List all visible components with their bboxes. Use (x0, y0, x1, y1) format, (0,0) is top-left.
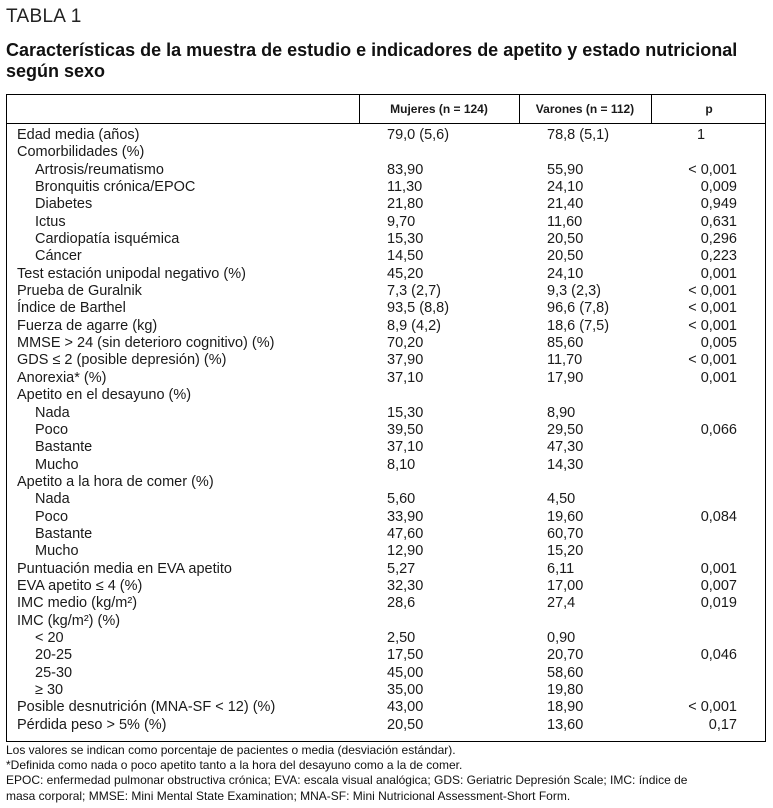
cell-p: 0,007 (700, 577, 737, 594)
cell-women: 8,10 (387, 456, 416, 473)
table-row (7, 266, 765, 283)
row-label: IMC (kg/m²) (%) (17, 612, 121, 629)
cell-men: 21,40 (547, 196, 584, 213)
table-row (7, 196, 765, 213)
cell-men: 4,50 (547, 491, 576, 508)
cell-men: 9,3 (2,3) (547, 283, 601, 300)
table-row (7, 665, 765, 682)
cell-women: 14,50 (387, 248, 424, 265)
cell-women: 12,90 (387, 543, 424, 560)
cell-p: 0,066 (700, 421, 737, 438)
cell-p: < 0,001 (688, 699, 737, 716)
footnote-line: Los valores se indican como porcentaje de pacientes o media (desviación estándar). (6, 743, 456, 757)
cell-men: 85,60 (547, 335, 584, 352)
cell-men: 24,10 (547, 179, 584, 196)
cell-p: 0,223 (700, 248, 737, 265)
cell-men: 11,70 (547, 352, 583, 369)
table-row (7, 526, 765, 543)
cell-men: 29,50 (547, 421, 584, 438)
header-rule (7, 123, 765, 124)
cell-men: 6,11 (547, 560, 575, 577)
header-p: p (705, 102, 713, 116)
data-table (6, 94, 766, 742)
row-label: Índice de Barthel (17, 300, 126, 317)
cell-men: 19,60 (547, 508, 584, 525)
table-row (7, 647, 765, 664)
cell-women: 39,50 (387, 421, 424, 438)
row-label: Bronquitis crónica/EPOC (35, 179, 196, 196)
row-label: Prueba de Guralnik (17, 283, 142, 300)
row-label: Nada (35, 491, 70, 508)
cell-women: 32,30 (387, 577, 424, 594)
table-row (7, 543, 765, 560)
cell-p: 0,631 (700, 213, 737, 230)
row-label: < 20 (35, 629, 64, 646)
cell-p: 0,17 (708, 716, 737, 733)
table-row (7, 318, 765, 335)
table-row (7, 370, 765, 387)
cell-p: 0,001 (700, 369, 737, 386)
table-row (7, 509, 765, 526)
row-label: Bastante (35, 525, 93, 542)
cell-men: 18,90 (547, 699, 584, 716)
footnote-line: *Definida como nada o poco apetito tanto a la hora del desayuno como a la de comer. (6, 758, 463, 773)
cell-women: 79,0 (5,6) (387, 127, 450, 143)
cell-women: 5,60 (387, 491, 416, 508)
cell-women: 20,50 (387, 716, 424, 733)
row-label: Puntuación media en EVA apetito (17, 560, 232, 577)
cell-women: 37,10 (387, 369, 424, 386)
table-row (7, 405, 765, 422)
cell-women: 37,10 (387, 439, 424, 456)
table-row (7, 422, 765, 439)
header-men: Varones (n = 112) (535, 102, 635, 116)
row-label: Poco (35, 421, 69, 438)
row-label: Apetito en el desayuno (%) (17, 387, 192, 404)
cell-women: 45,00 (387, 664, 424, 681)
table-row (7, 335, 765, 352)
row-label: Test estación unipodal negativo (%) (17, 265, 246, 282)
table-row (7, 162, 765, 179)
row-label: GDS ≤ 2 (posible depresión) (%) (17, 352, 227, 369)
table-row (7, 699, 765, 716)
cell-women: 33,90 (387, 508, 424, 525)
cell-men: 20,50 (547, 231, 584, 248)
cell-p: 0,084 (700, 508, 737, 525)
table-row (7, 387, 765, 404)
cell-p: 0,005 (700, 335, 737, 352)
table-label: TABLA 1 (6, 6, 82, 27)
cell-men: 27,4 (547, 595, 576, 612)
row-label: Apetito a la hora de comer (%) (17, 473, 214, 490)
row-label: Bastante (35, 439, 93, 456)
row-label: ≥ 30 (35, 682, 64, 698)
table-row (7, 127, 765, 144)
table-title: Características de la muestra de estudio e indicadores de apetito y estado nutricional según sexo (6, 40, 738, 81)
cell-p: 0,949 (700, 196, 737, 213)
row-label: Mucho (35, 543, 79, 560)
row-label: Poco (35, 508, 69, 525)
table-row (7, 595, 765, 612)
cell-men: 55,90 (547, 161, 584, 178)
row-label: Mucho (35, 456, 79, 473)
row-label: Nada (35, 404, 70, 421)
row-label: Posible desnutrición (MNA-SF < 12) (%) (17, 699, 276, 716)
table-row (7, 561, 765, 578)
cell-women: 37,90 (387, 352, 424, 369)
row-label: Edad media (años) (17, 127, 140, 143)
table-row (7, 179, 765, 196)
cell-women: 7,3 (2,7) (387, 283, 441, 300)
table-row (7, 144, 765, 161)
cell-men: 0,90 (547, 629, 576, 646)
cell-p: 0,001 (700, 265, 737, 282)
table-row (7, 682, 765, 699)
row-label: Ictus (35, 213, 66, 230)
cell-women: 9,70 (387, 213, 416, 230)
cell-men: 78,8 (5,1) (547, 127, 610, 143)
cell-men: 47,30 (547, 439, 584, 456)
cell-men: 20,50 (547, 248, 584, 265)
cell-women: 17,50 (387, 647, 424, 664)
footnote-line: masa corporal; MMSE: Mini Mental State Examination; MNA-SF: Mini Nutricional Assessment-Short Form. (6, 788, 571, 803)
cell-p: < 0,001 (688, 300, 737, 317)
cell-men: 15,20 (547, 543, 584, 560)
cell-men: 14,30 (547, 456, 584, 473)
cell-women: 70,20 (387, 335, 424, 352)
row-label: 20-25 (35, 647, 73, 664)
cell-p: < 0,001 (688, 283, 737, 300)
cell-women: 15,30 (387, 404, 424, 421)
table-footnotes (6, 743, 766, 804)
cell-p: 0,001 (700, 560, 737, 577)
header-women: Mujeres (n = 124) (390, 102, 488, 116)
table-row (7, 283, 765, 300)
cell-men: 19,80 (547, 682, 584, 698)
table-row (7, 352, 765, 369)
cell-women: 83,90 (387, 161, 424, 178)
row-label: Fuerza de agarre (kg) (17, 317, 158, 334)
cell-men: 58,60 (547, 664, 584, 681)
table-row (7, 214, 765, 231)
cell-women: 15,30 (387, 231, 424, 248)
cell-women: 2,50 (387, 629, 416, 646)
cell-p: < 0,001 (688, 161, 737, 178)
cell-women: 8,9 (4,2) (387, 317, 441, 334)
cell-p: < 0,001 (688, 317, 737, 334)
table-row (7, 248, 765, 265)
cell-women: 5,27 (387, 560, 416, 577)
cell-men: 18,6 (7,5) (547, 317, 610, 334)
table-row (7, 491, 765, 508)
table-body (7, 127, 765, 734)
cell-men: 96,6 (7,8) (547, 300, 610, 317)
cell-p: < 0,001 (688, 352, 737, 369)
cell-men: 17,00 (547, 577, 584, 594)
table-row (7, 474, 765, 491)
cell-women: 93,5 (8,8) (387, 300, 450, 317)
cell-p: 0,296 (700, 231, 737, 248)
row-label: Artrosis/reumatismo (35, 161, 164, 178)
cell-p: 0,009 (700, 179, 737, 196)
cell-women: 47,60 (387, 525, 424, 542)
cell-p: 1 (697, 127, 706, 143)
cell-p: 0,019 (700, 595, 737, 612)
table-row (7, 457, 765, 474)
cell-women: 35,00 (387, 682, 424, 698)
row-label: MMSE > 24 (sin deterioro cognitivo) (%) (17, 335, 275, 352)
table-row (7, 613, 765, 630)
cell-men: 8,90 (547, 404, 576, 421)
cell-women: 43,00 (387, 699, 424, 716)
cell-women: 45,20 (387, 265, 424, 282)
row-label: Diabetes (35, 196, 93, 213)
row-label: Cáncer (35, 248, 82, 265)
row-label: EVA apetito ≤ 4 (%) (17, 577, 143, 594)
table-row (7, 300, 765, 317)
row-label: Comorbilidades (%) (17, 144, 145, 161)
footnote-line: EPOC: enfermedad pulmonar obstructiva crónica; EVA: escala visual analógica; GDS: Geriatric Depresión Scale; IMC: índice de (6, 773, 688, 788)
row-label: Pérdida peso > 5% (%) (17, 716, 167, 733)
cell-men: 17,90 (547, 369, 584, 386)
row-label: 25-30 (35, 664, 73, 681)
row-label: Anorexia* (%) (17, 369, 107, 386)
cell-men: 60,70 (547, 525, 584, 542)
cell-men: 24,10 (547, 265, 584, 282)
table-row (7, 630, 765, 647)
cell-women: 11,30 (387, 179, 423, 196)
row-label: IMC medio (kg/m²) (17, 595, 138, 612)
table-row (7, 578, 765, 595)
cell-men: 20,70 (547, 647, 584, 664)
cell-women: 21,80 (387, 196, 424, 213)
cell-women: 28,6 (387, 595, 416, 612)
table-row (7, 439, 765, 456)
cell-men: 13,60 (547, 716, 584, 733)
table-row (7, 231, 765, 248)
row-label: Cardiopatía isquémica (35, 231, 180, 248)
cell-men: 11,60 (547, 213, 583, 230)
table-row (7, 717, 765, 734)
cell-p: 0,046 (700, 647, 737, 664)
